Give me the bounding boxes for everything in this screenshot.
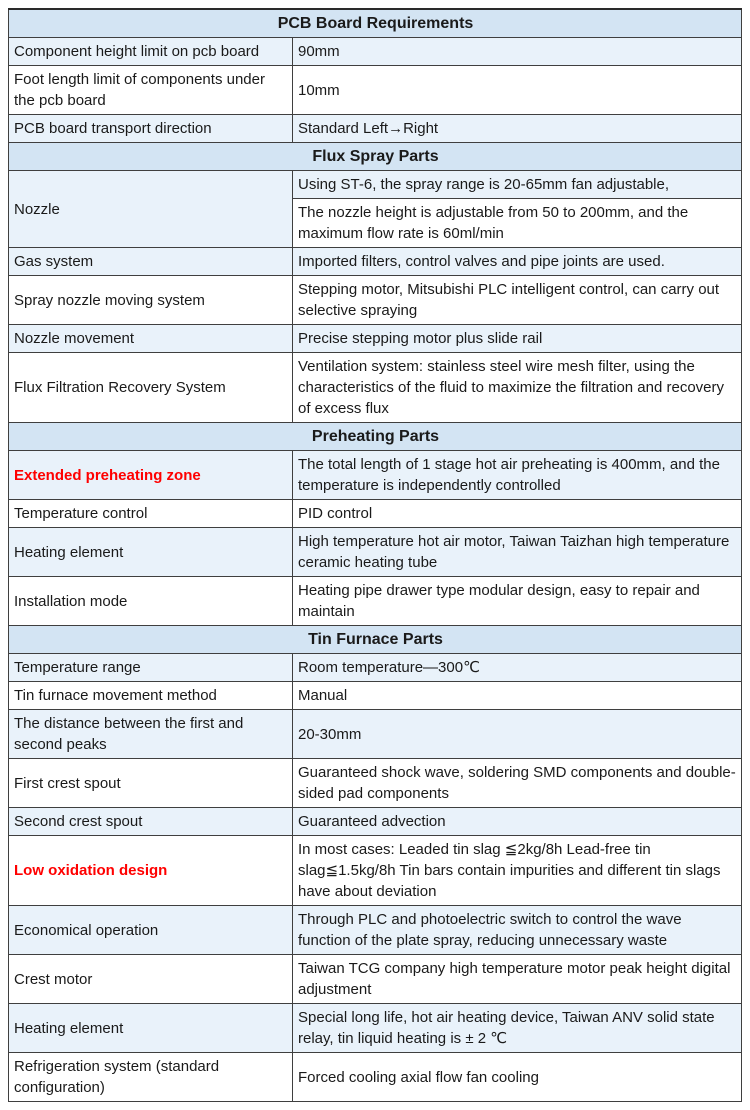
table-row xyxy=(9,682,742,710)
row-value: Room temperature—300℃ xyxy=(293,654,742,682)
table-row xyxy=(9,276,742,325)
row-value: Precise stepping motor plus slide rail xyxy=(293,325,742,353)
row-value: In most cases: Leaded tin slag ≦2kg/8h Lead-free tin slag≦1.5kg/8h Tin bars contain impurities and different tin slags have about deviation xyxy=(293,836,742,906)
row-label: PCB board transport direction xyxy=(9,115,293,143)
section-header-row xyxy=(9,143,742,171)
row-label: Nozzle movement xyxy=(9,325,293,353)
row-label-highlighted: Low oxidation design xyxy=(9,836,293,906)
table-row xyxy=(9,66,742,115)
row-label: Temperature range xyxy=(9,654,293,682)
table-row xyxy=(9,171,742,199)
row-value: Manual xyxy=(293,682,742,710)
row-label: The distance between the first and second peaks xyxy=(9,710,293,759)
row-label: Economical operation xyxy=(9,906,293,955)
table-row xyxy=(9,710,742,759)
row-value: Stepping motor, Mitsubishi PLC intelligent control, can carry out selective spraying xyxy=(293,276,742,325)
section-header-row xyxy=(9,626,742,654)
table-row xyxy=(9,759,742,808)
table-row xyxy=(9,654,742,682)
row-value: Forced cooling axial flow fan cooling xyxy=(293,1053,742,1102)
table-row xyxy=(9,325,742,353)
row-value: Guaranteed advection xyxy=(293,808,742,836)
table-row xyxy=(9,500,742,528)
section-header-row xyxy=(9,9,742,38)
row-value: Standard Left→Right xyxy=(293,115,742,143)
table-row xyxy=(9,528,742,577)
row-label: Temperature control xyxy=(9,500,293,528)
section-title: Preheating Parts xyxy=(9,423,742,451)
row-value: The total length of 1 stage hot air preheating is 400mm, and the temperature is independently controlled xyxy=(293,451,742,500)
row-label: Heating element xyxy=(9,1004,293,1053)
table-row xyxy=(9,955,742,1004)
section-header-row xyxy=(9,423,742,451)
row-value: Guaranteed shock wave, soldering SMD components and double-sided pad components xyxy=(293,759,742,808)
table-row xyxy=(9,577,742,626)
spec-table xyxy=(8,8,742,1102)
row-label: Component height limit on pcb board xyxy=(9,38,293,66)
row-label-highlighted: Extended preheating zone xyxy=(9,451,293,500)
row-value: Special long life, hot air heating device, Taiwan ANV solid state relay, tin liquid heating is ± 2 ℃ xyxy=(293,1004,742,1053)
row-label: Foot length limit of components under the pcb board xyxy=(9,66,293,115)
row-label: Flux Filtration Recovery System xyxy=(9,353,293,423)
row-value: Imported filters, control valves and pipe joints are used. xyxy=(293,248,742,276)
row-label: Spray nozzle moving system xyxy=(9,276,293,325)
table-row xyxy=(9,836,742,906)
table-row xyxy=(9,248,742,276)
row-label: Crest motor xyxy=(9,955,293,1004)
row-value: High temperature hot air motor, Taiwan Taizhan high temperature ceramic heating tube xyxy=(293,528,742,577)
row-label: First crest spout xyxy=(9,759,293,808)
table-row xyxy=(9,1004,742,1053)
table-row xyxy=(9,808,742,836)
row-label: Nozzle xyxy=(9,171,293,248)
table-row xyxy=(9,353,742,423)
row-value: PID control xyxy=(293,500,742,528)
row-label: Gas system xyxy=(9,248,293,276)
row-label: Second crest spout xyxy=(9,808,293,836)
row-value: Using ST-6, the spray range is 20-65mm fan adjustable, xyxy=(293,171,742,199)
row-label: Refrigeration system (standard configuration) xyxy=(9,1053,293,1102)
row-value: Taiwan TCG company high temperature motor peak height digital adjustment xyxy=(293,955,742,1004)
row-label: Heating element xyxy=(9,528,293,577)
row-label: Tin furnace movement method xyxy=(9,682,293,710)
row-value: 90mm xyxy=(293,38,742,66)
section-title: PCB Board Requirements xyxy=(9,9,742,38)
row-value: The nozzle height is adjustable from 50 to 200mm, and the maximum flow rate is 60ml/min xyxy=(293,199,742,248)
section-title: Tin Furnace Parts xyxy=(9,626,742,654)
row-value: 20-30mm xyxy=(293,710,742,759)
table-row xyxy=(9,451,742,500)
row-label: Installation mode xyxy=(9,577,293,626)
row-value: Through PLC and photoelectric switch to control the wave function of the plate spray, reducing unnecessary waste xyxy=(293,906,742,955)
table-row xyxy=(9,38,742,66)
row-value: 10mm xyxy=(293,66,742,115)
table-row xyxy=(9,906,742,955)
row-value: Ventilation system: stainless steel wire mesh filter, using the characteristics of the fluid to maximize the filtration and recovery of excess flux xyxy=(293,353,742,423)
row-value: Heating pipe drawer type modular design, easy to repair and maintain xyxy=(293,577,742,626)
section-title: Flux Spray Parts xyxy=(9,143,742,171)
table-row xyxy=(9,1053,742,1102)
table-row xyxy=(9,115,742,143)
